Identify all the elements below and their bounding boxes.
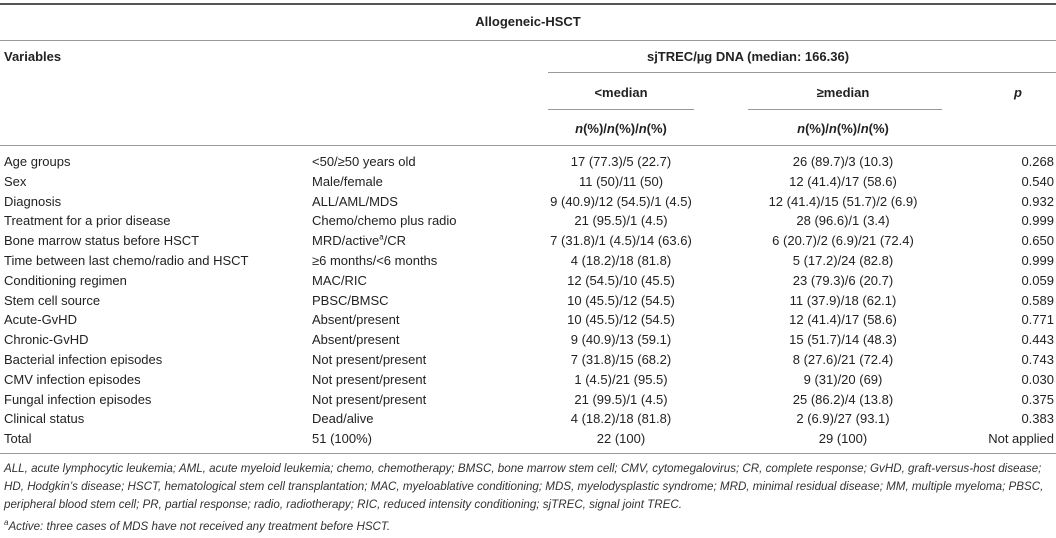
row-less-median: 11 (50)/11 (50): [578, 173, 664, 189]
row-category: Chemo/chemo plus radio: [312, 213, 457, 229]
row-category: Absent/present: [312, 332, 400, 348]
row-variable: Acute-GvHD: [4, 312, 77, 328]
row-p-value: 0.999: [1021, 213, 1054, 229]
table-row: [0, 370, 1056, 390]
row-p-value: Not applied: [988, 431, 1054, 447]
row-p-value: 0.650: [1021, 233, 1054, 249]
table-row: [0, 390, 1056, 410]
row-p-value: 0.540: [1021, 173, 1054, 189]
table-row: [0, 429, 1056, 449]
row-p-value: 0.999: [1021, 253, 1054, 268]
row-category: MRD/active$^a$/CR: [312, 232, 407, 249]
row-category: Dead/alive: [312, 411, 374, 427]
row-geq-median: 12 (41.4)/17 (58.6): [789, 173, 897, 189]
row-less-median: 22 (100): [596, 431, 646, 447]
table-row: [0, 350, 1056, 370]
row-geq-median: 8 (27.6)/21 (72.4): [792, 352, 894, 367]
row-variable: Time between last chemo/radio and HSCT: [4, 253, 249, 268]
row-geq-median: 25 (86.2)/4 (13.8): [792, 391, 894, 407]
footnote-active: $^a$Active: three cases of MDS have not received any treatment before HSCT.: [4, 518, 391, 533]
row-geq-median: 15 (51.7)/14 (48.3): [789, 332, 897, 348]
row-category: <50/≥50 years old: [312, 154, 416, 169]
table-title: Allogeneic-HSCT: [475, 14, 581, 29]
header-rule: [0, 145, 1056, 146]
row-p-value: 0.268: [1021, 154, 1054, 169]
row-variable: Clinical status: [4, 411, 85, 427]
row-variable: Treatment for a prior disease: [4, 213, 171, 229]
row-less-median: 1 (4.5)/21 (95.5): [574, 371, 668, 387]
row-variable: Fungal infection episodes: [4, 391, 152, 407]
row-p-value: 0.932: [1021, 193, 1054, 209]
row-p-value: 0.771: [1021, 312, 1054, 328]
row-category: Not present/present: [312, 391, 427, 407]
row-geq-median: 26 (89.7)/3 (10.3): [792, 154, 894, 169]
row-variable: Conditioning regimen: [4, 272, 127, 288]
less-subheader: n(%)/n(%)/n(%): [575, 121, 667, 136]
row-less-median: 4 (18.2)/18 (81.8): [570, 253, 672, 268]
group-header: sjTREC/µg DNA (median: 166.36): [646, 49, 850, 64]
row-category: Not present/present: [312, 371, 427, 387]
row-variable: Diagnosis: [4, 193, 62, 209]
row-category-footnote-mark: a: [379, 232, 384, 242]
table-row: [0, 152, 1056, 172]
top-rule: [0, 3, 1056, 5]
row-category: Absent/present: [312, 312, 400, 328]
row-category-tail: /CR: [383, 233, 407, 249]
row-p-value: 0.030: [1021, 371, 1054, 387]
row-variable: CMV infection episodes: [4, 371, 141, 387]
row-variable: Stem cell source: [4, 292, 101, 308]
row-geq-median: 2 (6.9)/27 (93.1): [796, 411, 890, 427]
row-p-value: 0.059: [1021, 272, 1054, 288]
row-category: MAC/RIC: [312, 272, 367, 288]
row-less-median: 10 (45.5)/12 (54.5): [567, 292, 675, 308]
row-variable: Bacterial infection episodes: [4, 352, 163, 367]
row-less-median: 10 (45.5)/12 (54.5): [567, 312, 675, 328]
table-row: [0, 409, 1056, 429]
table-row: [0, 271, 1056, 291]
row-category: Not present/present: [312, 352, 427, 367]
row-geq-median: 12 (41.4)/15 (51.7)/2 (6.9): [768, 193, 918, 209]
row-less-median: 9 (40.9)/12 (54.5)/1 (4.5): [550, 193, 692, 209]
row-variable: Total: [4, 431, 32, 447]
row-geq-median: 29 (100): [818, 431, 868, 447]
row-category: ALL/AML/MDS: [312, 193, 398, 209]
row-less-median: 4 (18.2)/18 (81.8): [570, 411, 672, 427]
table-row: [0, 310, 1056, 330]
row-geq-median: 12 (41.4)/17 (58.6): [789, 312, 897, 328]
sub-rule-right: [748, 109, 942, 110]
group-rule: [548, 72, 1056, 73]
geq-median-header: ≥median: [816, 85, 870, 100]
row-category: Male/female: [312, 173, 383, 189]
geq-subheader: n(%)/n(%)/n(%): [797, 121, 889, 136]
row-less-median: 7 (31.8)/15 (68.2): [570, 352, 672, 367]
table-row: [0, 172, 1056, 192]
table-row: [0, 231, 1056, 251]
variables-header: Variables: [4, 49, 62, 64]
row-category: 51 (100%): [312, 431, 372, 447]
row-p-value: 0.375: [1021, 391, 1054, 407]
row-geq-median: 6 (20.7)/2 (6.9)/21 (72.4): [772, 233, 914, 249]
table-row: [0, 291, 1056, 311]
row-variable: Age groups: [4, 154, 71, 169]
table-row: [0, 211, 1056, 231]
row-variable: Bone marrow status before HSCT: [4, 233, 200, 249]
table-row: [0, 251, 1056, 271]
title-rule: [0, 40, 1056, 41]
row-less-median: 21 (99.5)/1 (4.5): [574, 391, 668, 407]
row-less-median: 17 (77.3)/5 (22.7): [570, 154, 672, 169]
footnote-abbreviations: ALL, acute lymphocytic leukemia; AML, acute myeloid leukemia; chemo, chemotherapy; BMSC, bone marrow stem cell; CMV, cytomegalovirus; CR, complete response; GvHD, graft-versus-host disease; HD, Hodgkin’s disease; HSCT, hematological stem cell transplantation; MAC, myeloablative conditioning; MDS, myelodysplastic syndrome; MRD, minimal residual disease; MM, multiple myeloma; PBSC, peripheral blood stem cell; PR, partial response; radio, radiotherapy; RIC, reduced intensity conditioning; sjTREC, signal joint TREC.: [4, 462, 1044, 511]
row-less-median: 12 (54.5)/10 (45.5): [567, 272, 675, 288]
row-p-value: 0.589: [1021, 292, 1054, 308]
row-p-value: 0.443: [1021, 332, 1054, 348]
row-variable: Chronic-GvHD: [4, 332, 89, 348]
row-p-value: 0.383: [1021, 411, 1054, 427]
row-category: PBSC/BMSC: [312, 292, 389, 308]
table-row: [0, 192, 1056, 212]
row-variable: Sex: [4, 173, 27, 189]
row-less-median: 9 (40.9)/13 (59.1): [570, 332, 672, 348]
less-median-header: <median: [594, 85, 648, 100]
row-geq-median: 28 (96.6)/1 (3.4): [796, 213, 890, 229]
row-geq-median: 9 (31)/20 (69): [803, 371, 883, 387]
p-header: p: [1014, 85, 1022, 100]
row-geq-median: 5 (17.2)/24 (82.8): [792, 253, 894, 268]
row-geq-median: 11 (37.9)/18 (62.1): [789, 292, 897, 308]
sub-rule-left: [548, 109, 694, 110]
bottom-rule: [0, 453, 1056, 454]
table-row: [0, 330, 1056, 350]
row-p-value: 0.743: [1021, 352, 1054, 367]
row-category: ≥6 months/<6 months: [312, 253, 438, 268]
row-less-median: 21 (95.5)/1 (4.5): [574, 213, 668, 229]
row-geq-median: 23 (79.3)/6 (20.7): [792, 272, 894, 288]
row-less-median: 7 (31.8)/1 (4.5)/14 (63.6): [550, 233, 692, 249]
